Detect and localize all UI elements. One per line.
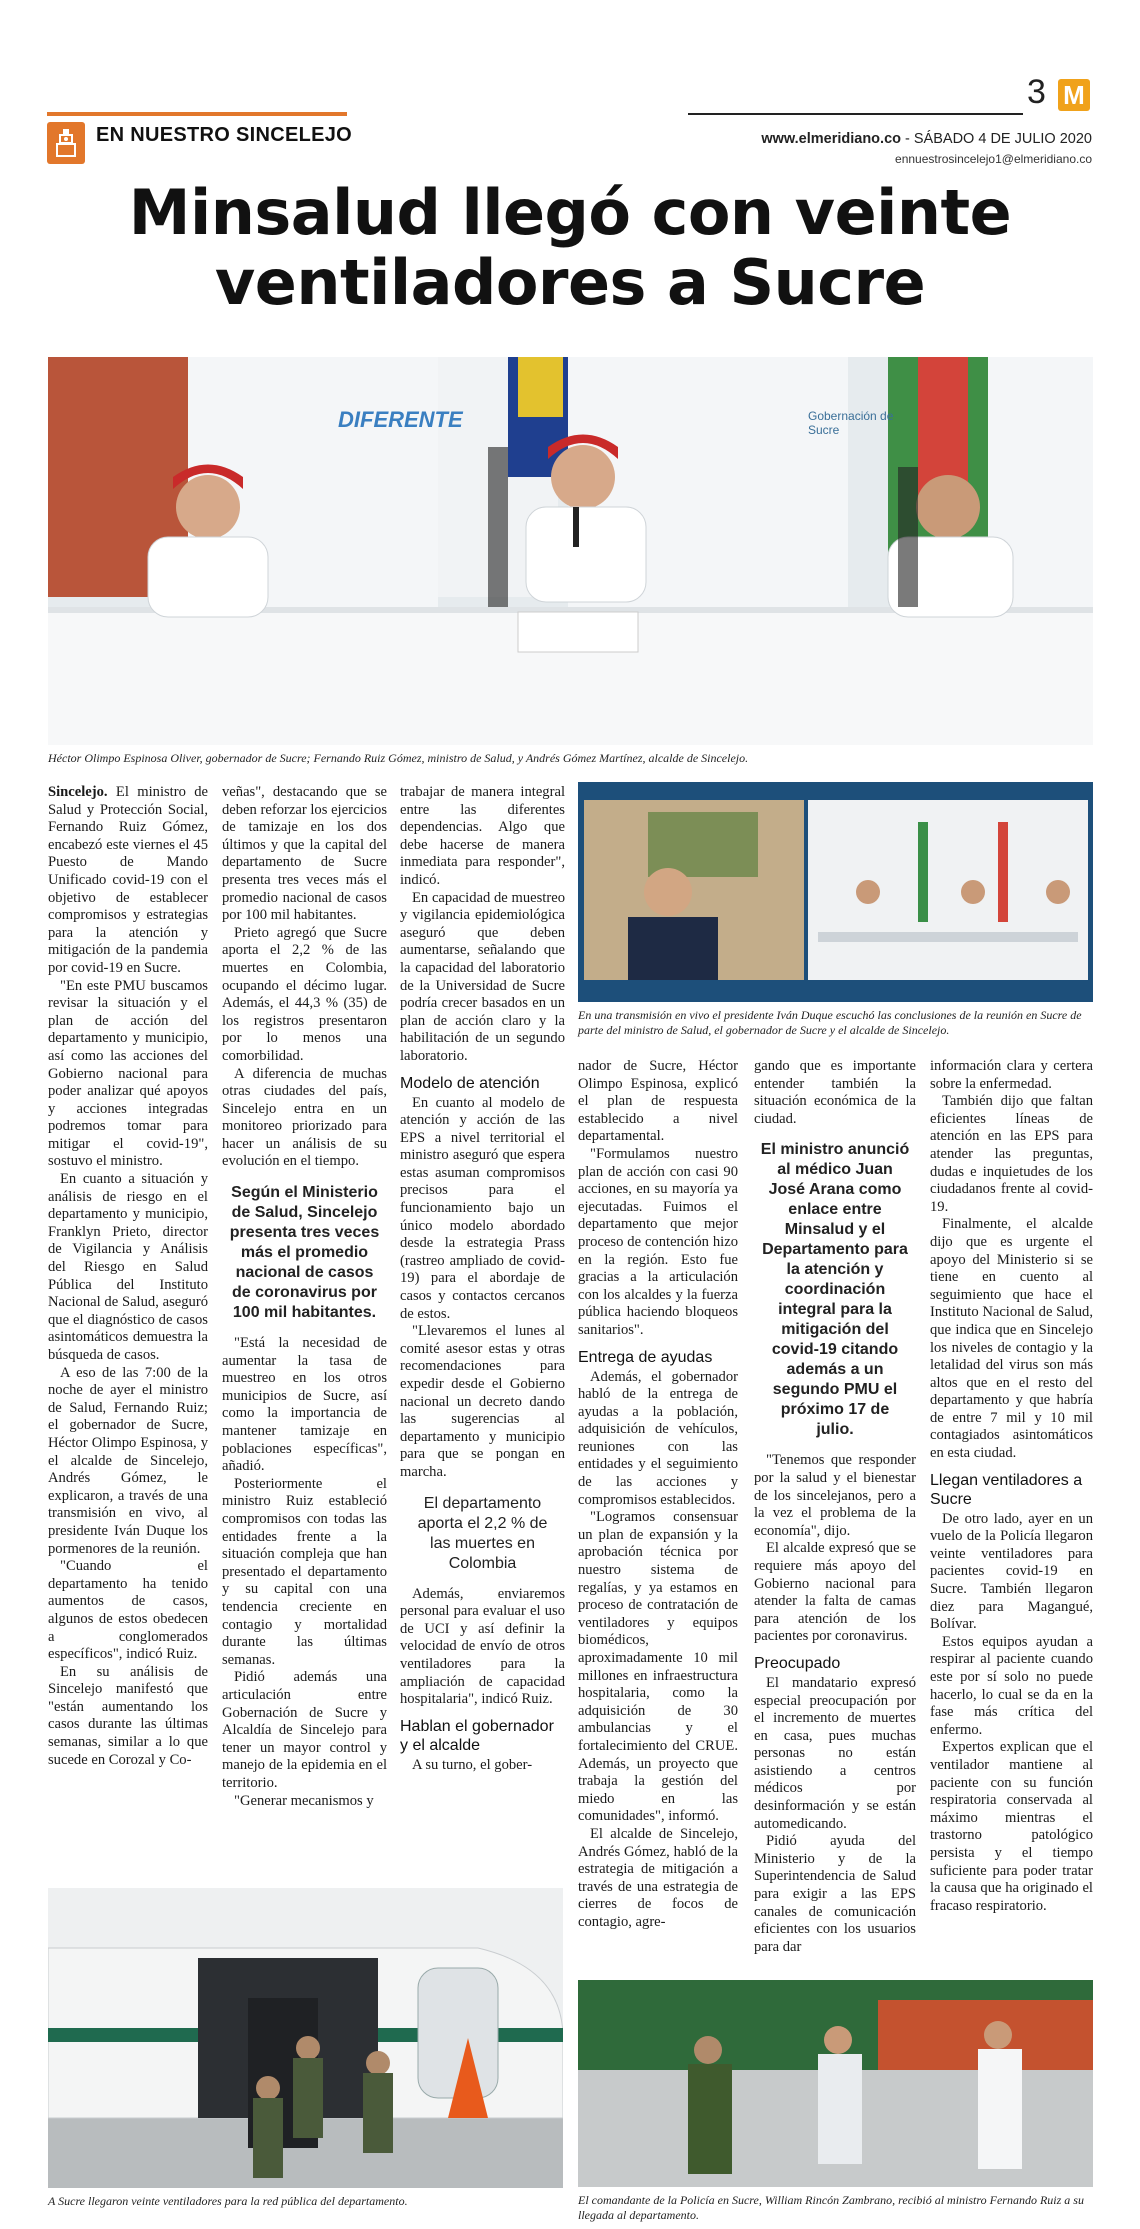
paragraph: Finalmente, el alcalde dijo que es urgente el apoyo del Ministerio si se tiene en cuento al seguimiento que hace el Instituto Nacional de Salud, que indica que en Sincelejo los niveles de contagio y la letalidad del virus son más altos que en el resto del departamento y que habría de entre 7 mil y 10 mil contagiados asintomáticos en esta ciudad. [930, 1216, 1093, 1462]
paragraph: A su turno, el gober- [412, 1756, 533, 1773]
banner-text-2: Gobernación de Sucre [808, 409, 894, 437]
paragraph: En capacidad de muestreo y vigilancia epidemiológica aseguró que deben aumentarse, señalando que la capacidad del laboratorio de la Universidad de Sucre podría crecer basados en un plan de acción claro y la habilitación de un segundo laboratorio. [400, 889, 565, 1064]
main-photo-caption: Héctor Olimpo Espinosa Oliver, gobernador de Sucre; Fernando Ruiz Gómez, ministro de Salud, y Andrés Gómez Martínez, alcalde de Sincelejo. [48, 751, 749, 765]
paragraph: información clara y certera sobre la enfermedad. [930, 1058, 1093, 1092]
paragraph: En su análisis de Sincelejo manifestó que "están aumentando los casos durante las últimas semanas, similar a lo que sucede en Corozal y Co- [48, 1663, 208, 1768]
paragraph: Expertos explican que el ventilador mantiene al paciente con su función respiratoria conservada al máximo mientras el trastorno patológico persista y el tiempo suficiente para poder tratar la causa que ha originado el fracaso respiratorio. [930, 1739, 1093, 1914]
paragraph: "Formulamos nuestro plan de acción con casi 90 acciones, en su mayoría ya ejecutadas. Fuimos el departamento que mejor proceso de contención hizo en la región. Esto fue gracias a la articulación con los alcaldes y la fuerza pública haciendo bloqueos sanitarios". [578, 1145, 738, 1338]
page-number: 3 [1027, 73, 1046, 111]
paragraph: También dijo que faltan eficientes líneas de atención en las EPS para atender las preguntas, dudas e inquietudes de los ciudadanos frente al covid-19. [930, 1093, 1093, 1215]
subheading: Llegan ventiladores a Sucre [930, 1471, 1083, 1508]
pull-quote: El ministro anunció al médico Juan José Arana como enlace entre Minsalud y el Departamento para la atención y coordinación integral para la mitigación del covid-19 citando además a un segundo PMU el próximo 17 de julio. [760, 1141, 910, 1439]
section-label: EN NUESTRO SINCELEJO [96, 124, 353, 146]
police-photo-caption: El comandante de la Policía en Sucre, William Rincón Zambrano, recibió al ministro Fernando Ruiz a su llegada al departamento. [578, 2193, 1084, 2222]
paragraph: Estos equipos ayudan a respirar al paciente cuando este por sí solo no puede hacerlo, lo cual se da en la fase más crítica del enfermo. [930, 1633, 1093, 1738]
police-photo [578, 1980, 1093, 2187]
dateline [761, 131, 1092, 147]
paragraph: trabajar de manera integral entre las diferentes dependencias. Algo que debe hacerse de manera inmediata para responder", indicó. [400, 784, 565, 888]
paragraph: En cuanto a situación y análisis de riesgo en el departamento y municipio, Franklyn Prieto, director de Vigilancia y Análisis del Riesgo en Salud Pública del Instituto Nacional de Salud, aseguró que el diagnóstico de casos asintomáticos demuestra la búsqueda de casos. [48, 1171, 208, 1363]
paragraph: El mandatario expresó especial preocupación por el incremento de muertes en casa, pues muchas personas no están asistiendo a centros médicos por desinformación y se están automedicando. [754, 1674, 916, 1832]
article-column-4 [578, 1058, 738, 1932]
paragraph: Pidió además una articulación entre Gobernación de Sucre y Alcaldía de Sincelejo para tener un mayor control y manejo de la epidemia en el territorio. [222, 1669, 387, 1791]
article-column-1 [48, 784, 208, 1769]
paragraph: veñas", destacando que se deben reforzar los ejercicios de tamizaje en los dos últimos y que la capital del departamento de Sucre presenta tres veces más el promedio nacional de casos por 100 mil habitantes. [222, 784, 387, 924]
issue-date: - SÁBADO 4 DE JULIO 2020 [901, 131, 1092, 147]
paragraph: "Generar mecanismos y [234, 1792, 374, 1809]
subheading: Modelo de atención [400, 1074, 540, 1092]
plane-photo-caption: A Sucre llegaron veinte ventiladores para la red pública del departamento. [48, 2194, 408, 2208]
website-link[interactable]: www.elmeridiano.co [761, 131, 901, 147]
newspaper-logo: M [1058, 79, 1090, 111]
banner-text: DIFERENTE [338, 407, 463, 432]
header-rule [688, 113, 1023, 115]
section-accent-bar [47, 112, 347, 116]
article-column-5 [754, 1058, 916, 1956]
paragraph: De otro lado, ayer en un vuelo de la Policía llegaron veinte ventiladores para pacientes covid-19 en Sucre. También llegaron diez para Magangué, Bolívar. [930, 1510, 1093, 1633]
paragraph: gando que es importante entender también la situación económica de la ciudad. [754, 1058, 916, 1127]
paragraph: "Cuando el departamento ha tenido aumentos de casos, algunos de estos obedecen a conglomerados específicos", indicó Ruiz. [48, 1558, 208, 1663]
paragraph: Pidió ayuda del Ministerio y de la Superintendencia de Salud para exigir a las EPS canales de comunicación eficientes con los usuarios para dar [754, 1833, 916, 1955]
paragraph: "Tenemos que responder por la salud y el bienestar de los sincelejanos, pero a la vez el problema de la economía", dijo. [754, 1452, 916, 1539]
paragraph: El alcalde expresó que se requiere más apoyo del Gobierno nacional para atender la falta de camas para atención de los pacientes por coronavirus. [754, 1540, 916, 1645]
headline: Minsalud llegó con veinte ventiladores a Sucre [128, 176, 1012, 319]
paragraph: nador de Sucre, Héctor Olimpo Espinosa, explicó el plan de respuesta establecido a nivel departamental. [578, 1058, 738, 1145]
main-photo [48, 357, 1093, 745]
subheading: Entrega de ayudas [578, 1348, 713, 1366]
paragraph: En cuanto al modelo de atención y acción de las EPS a nivel territorial el ministro aseguró que espera estas asuman compromisos precisos para el funcionamiento bajo un único modelo abordado desde la estrategia Prass (rastreo ampliado de covid-19) para el abordaje de casos y contactos cercanos de estos. [400, 1094, 565, 1322]
article-column-6 [930, 1058, 1093, 1915]
section-email[interactable]: ennuestrosincelejo1@elmeridiano.co [895, 152, 1092, 166]
paragraph: A eso de las 7:00 de la noche de ayer el ministro de Salud, Fernando Ruiz; el gobernador de Sucre, Héctor Olimpo Espinosa, y el alcalde de Sincelejo, Andrés Gómez, le explicaron, a través de una transmisión en vivo, al presidente Iván Duque los pormenores de la reunión. [48, 1364, 208, 1557]
plane-photo [48, 1888, 563, 2188]
pull-quote: El departamento aporta el 2,2 % de las muertes en Colombia [417, 1494, 548, 1572]
subheading: Hablan el gobernador y el alcalde [400, 1717, 554, 1754]
paragraph: "Está la necesidad de aumentar la tasa de muestreo en los otros municipios de Sucre, así como la importancia de mantener tamizaje en poblaciones específicas", añadió. [222, 1335, 387, 1475]
paragraph: Posteriormente el ministro Ruiz estableció compromisos con todas las entidades frente a la situación compleja que han presentado el departamento y su capital con una tendencia creciente en contagio y mortalidad durante las últimas semanas. [222, 1475, 387, 1668]
paragraph: Además, enviaremos personal para evaluar el uso de UCI y así definir la velocidad de envío de otros ventiladores para la ampliación de capacidad hospitalaria", indicó Ruiz. [400, 1585, 565, 1708]
article-column-2 [222, 784, 387, 1810]
paragraph: "Logramos consensuar un plan de expansión y la aprobación técnica por nuestro sistema de regalías, y ya estamos en proceso de contratación de ventiladores y equipos biomédicos, aproximadamente 10 mil millones en infraestructura hospitalaria, como la adquisición de 30 ambulancias y el fortalecimiento del CRUE. Además, un proyecto que trabaja la gestión del miedo en las comunidades", informó. [578, 1509, 738, 1825]
dateline-city: Sincelejo. [48, 784, 108, 800]
paragraph: "Llevaremos el lunes al comité asesor estas y otras recomendaciones para expedir desde el Gobierno nacional un decreto dando las sugerencias al departamento y municipio para que se pongan en marcha. [400, 1323, 565, 1480]
paragraph: Prieto agregó que Sucre aporta el 2,2 % de las muertes en Colombia, ocupando el décimo lugar. Además, el 44,3 % (35) de los registros presentaron por lo menos una comorbilidad. [222, 924, 387, 1064]
tower-icon [47, 122, 85, 164]
stream-photo [578, 782, 1093, 1002]
pull-quote: Según el Ministerio de Salud, Sincelejo presenta tres veces más el promedio nacional de casos de coronavirus por 100 mil habitantes. [229, 1184, 380, 1322]
article-column-3 [400, 784, 565, 1774]
paragraph: El alcalde de Sincelejo, Andrés Gómez, habló de la estrategia de mitigación a través de una estrategia de cierres de focos de contagio, agre- [578, 1825, 738, 1930]
stream-photo-caption: En una transmisión en vivo el presidente Iván Duque escuchó las conclusiones de la reunión en Sucre de parte del ministro de Salud, el gobernador de Sucre y el alcalde de Sincelejo. [578, 1008, 1082, 1037]
paragraph: "En este PMU buscamos revisar la situación y el plan de acción del departamento y municipio, así como las acciones del Gobierno nacional para poder analizar qué apoyos y acciones integradas podremos tomar para mitigar el covid-19", sostuvo el ministro. [48, 977, 208, 1170]
paragraph: A diferencia de muchas otras ciudades del país, Sincelejo entra en un monitoreo priorizado para hacer un análisis de su evolución en el tiempo. [222, 1065, 387, 1170]
paragraph: Además, el gobernador habló de la entrega de ayudas a la población, adquisición de vehículos, reuniones con las entidades y el seguimiento de las acciones y compromisos establecidos. [578, 1368, 738, 1508]
paragraph: El ministro de Salud y Protección Social, Fernando Ruiz Gómez, encabezó este viernes el 45 Puesto de Mando Unificado covid-19 con el objetivo de establecer compromisos y estrategias para la atención y mitigación de la pandemia por covid-19 en Sucre. [48, 784, 208, 976]
subheading: Preocupado [754, 1654, 841, 1672]
